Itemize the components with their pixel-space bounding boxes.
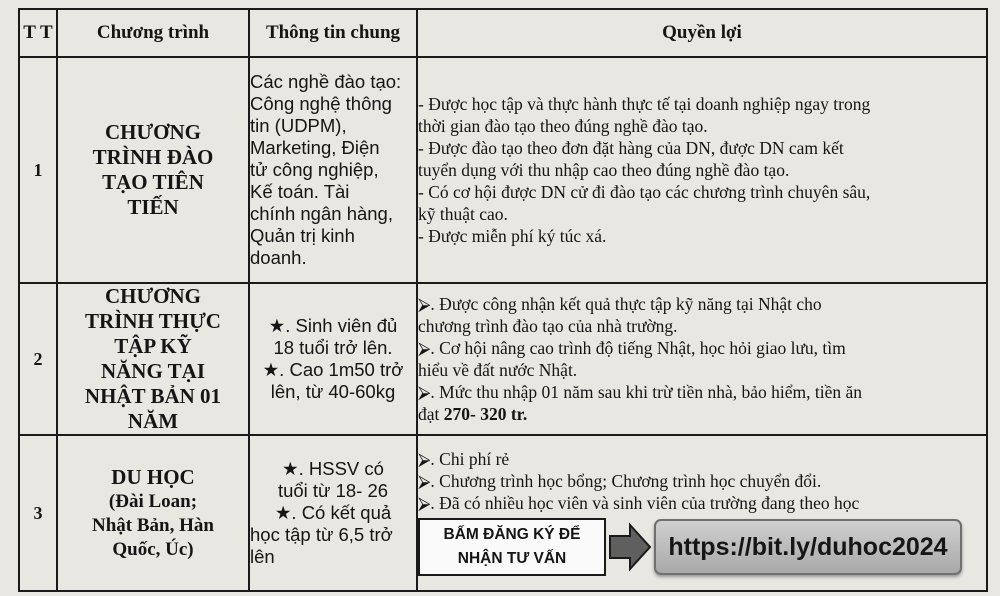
benefits: ⮚. Chi phí rẻ ⮚. Chương trình học bổng; Chương trình học chuyển đổi. ⮚. Đã có nhiều học viên và sinh viên của trường đang theo học BẤM ĐĂNG KÝ ĐỂ NHẬN TƯ VẤN https://bit.ly/duhoc2024 xyxy=(417,435,987,591)
program-table xyxy=(18,8,988,592)
general-info: ★. HSSV có tuổi từ 18- 26 ★. Có kết quả học tập từ 6,5 trở lên xyxy=(249,435,417,591)
income-range: 270- 320 tr. xyxy=(443,404,528,424)
program-name: CHƯƠNG TRÌNH ĐÀO TẠO TIÊN TIẾN xyxy=(57,57,249,283)
table-row xyxy=(19,57,987,283)
row-number: 1 xyxy=(19,57,57,283)
cta-row xyxy=(418,518,986,576)
general-info: ★. Sinh viên đủ 18 tuổi trở lên. ★. Cao 1m50 trở lên, từ 40-60kg xyxy=(249,283,417,435)
program-name: CHƯƠNG TRÌNH THỰC TẬP KỸ NĂNG TẠI NHẬT BẢN 01 NĂM xyxy=(57,283,249,435)
header-tt: T T xyxy=(19,9,57,57)
program-name: DU HỌC (Đài Loan; Nhật Bản, Hàn Quốc, Úc) xyxy=(57,435,249,591)
benefits: ⮚. Được công nhận kết quả thực tập kỹ năng tại Nhật cho chương trình đào tạo của nhà trường. ⮚. Cơ hội nâng cao trình độ tiếng Nhật, học hỏi giao lưu, tìm hiểu về đất nước Nhật. ⮚. Mức thu nhập 01 năm sau khi trừ tiền nhà, bảo hiểm, tiền ăn đạt 270- 320 tr. xyxy=(417,283,987,435)
header-program: Chương trình xyxy=(57,9,249,57)
header-benefits: Quyền lợi xyxy=(417,9,987,57)
table-header-row xyxy=(19,9,987,57)
header-info: Thông tin chung xyxy=(249,9,417,57)
row-number: 2 xyxy=(19,283,57,435)
arrow-right-icon xyxy=(608,522,652,572)
register-cta-button[interactable]: BẤM ĐĂNG KÝ ĐỂ NHẬN TƯ VẤN xyxy=(418,518,606,576)
registration-link[interactable]: https://bit.ly/duhoc2024 xyxy=(654,519,962,575)
general-info: Các nghề đào tạo: Công nghệ thông tin (UDPM), Marketing, Điện tử công nghiệp, Kế toán. Tài chính ngân hàng, Quản trị kinh doanh. xyxy=(249,57,417,283)
benefits: - Được học tập và thực hành thực tế tại doanh nghiệp ngay trong thời gian đào tạo theo đúng nghề đào tạo. - Được đào tạo theo đơn đặt hàng của DN, được DN cam kết tuyển dụng với thu nhập cao theo đúng nghề đào tạo. - Có cơ hội được DN cử đi đào tạo các chương trình chuyên sâu, kỹ thuật cao. - Được miễn phí ký túc xá. xyxy=(417,57,987,283)
row-number: 3 xyxy=(19,435,57,591)
table-row xyxy=(19,435,987,591)
table-row xyxy=(19,283,987,435)
